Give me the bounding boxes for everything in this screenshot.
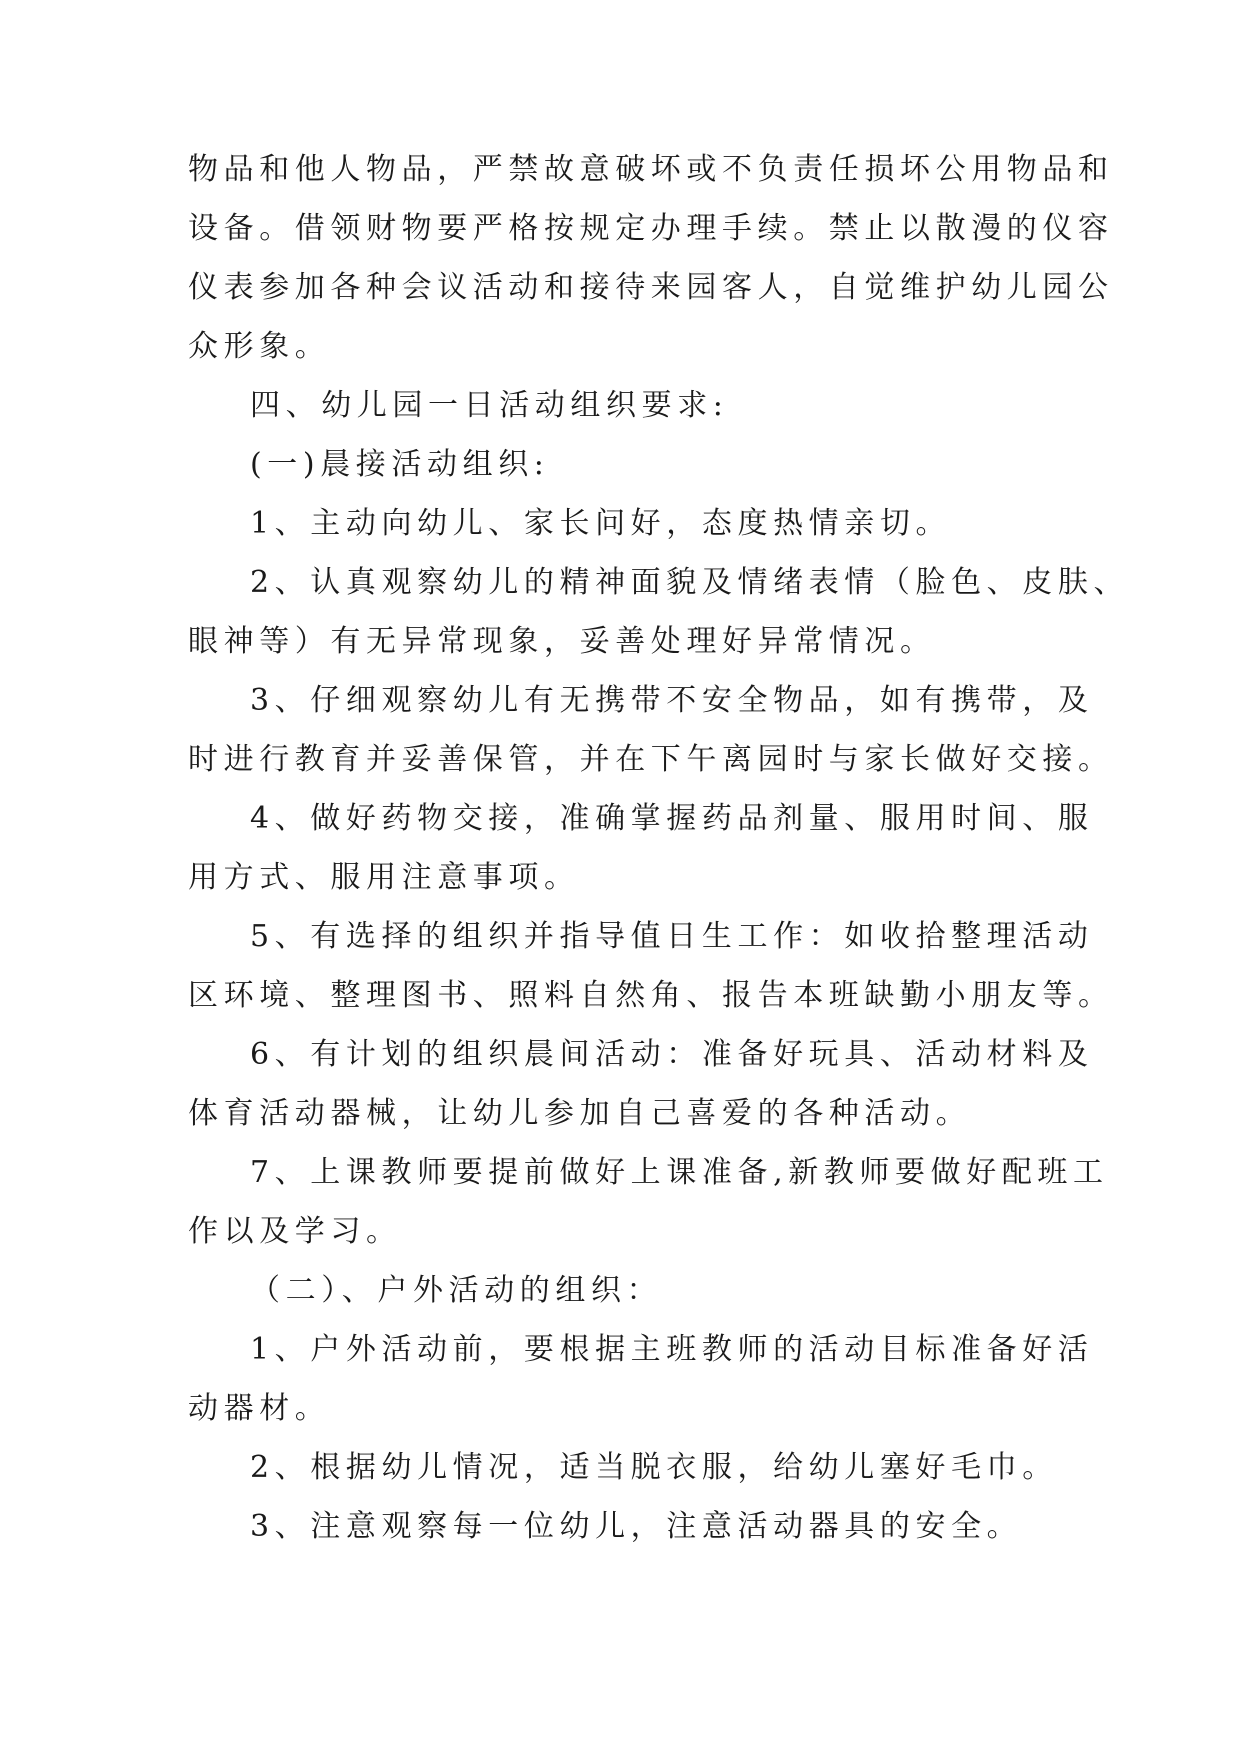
text-line: 物品和他人物品，严禁故意破坏或不负责任损坏公用物品和 — [188, 152, 1114, 187]
subsection-heading: （二）、户外活动的组织： — [250, 1273, 663, 1308]
list-item: 6、有计划的组织晨间活动：准备好玩具、活动材料及 — [250, 1037, 1094, 1072]
document-body — [188, 140, 1130, 1556]
text-line: 动器材。 — [188, 1391, 331, 1426]
text-line: 设备。借领财物要严格按规定办理手续。禁止以散漫的仪容 — [188, 211, 1114, 246]
list-item: 2、根据幼儿情况，适当脱衣服，给幼儿塞好毛巾。 — [250, 1450, 1058, 1485]
text-line: 作以及学习。 — [188, 1214, 402, 1249]
subsection-heading: (一)晨接活动组织: — [250, 447, 550, 482]
list-item: 5、有选择的组织并指导值日生工作：如收拾整理活动 — [250, 919, 1094, 954]
text-line: 用方式、服用注意事项。 — [188, 860, 580, 895]
list-item: 1、户外活动前，要根据主班教师的活动目标准备好活 — [250, 1332, 1094, 1367]
list-item: 4、做好药物交接，准确掌握药品剂量、服用时间、服 — [250, 801, 1094, 836]
text-line: 时进行教育并妥善保管，并在下午离园时与家长做好交接。 — [188, 742, 1114, 777]
section-heading: 四、幼儿园一日活动组织要求: — [250, 388, 729, 423]
list-item: 2、认真观察幼儿的精神面貌及情绪表情（脸色、皮肤、 — [250, 565, 1130, 600]
text-line: 眼神等）有无异常现象，妥善处理好异常情况。 — [188, 624, 936, 659]
text-line: 体育活动器械，让幼儿参加自己喜爱的各种活动。 — [188, 1096, 972, 1131]
list-item: 3、注意观察每一位幼儿，注意活动器具的安全。 — [250, 1509, 1023, 1544]
list-item: 1、主动向幼儿、家长问好，态度热情亲切。 — [250, 506, 952, 541]
text-line: 仪表参加各种会议活动和接待来园客人，自觉维护幼儿园公 — [188, 270, 1114, 305]
list-item: 7、上课教师要提前做好上课准备,新教师要做好配班工 — [250, 1155, 1109, 1190]
text-line: 众形象。 — [188, 329, 331, 364]
list-item: 3、仔细观察幼儿有无携带不安全物品，如有携带，及 — [250, 683, 1094, 718]
text-line: 区环境、整理图书、照料自然角、报告本班缺勤小朋友等。 — [188, 978, 1114, 1013]
